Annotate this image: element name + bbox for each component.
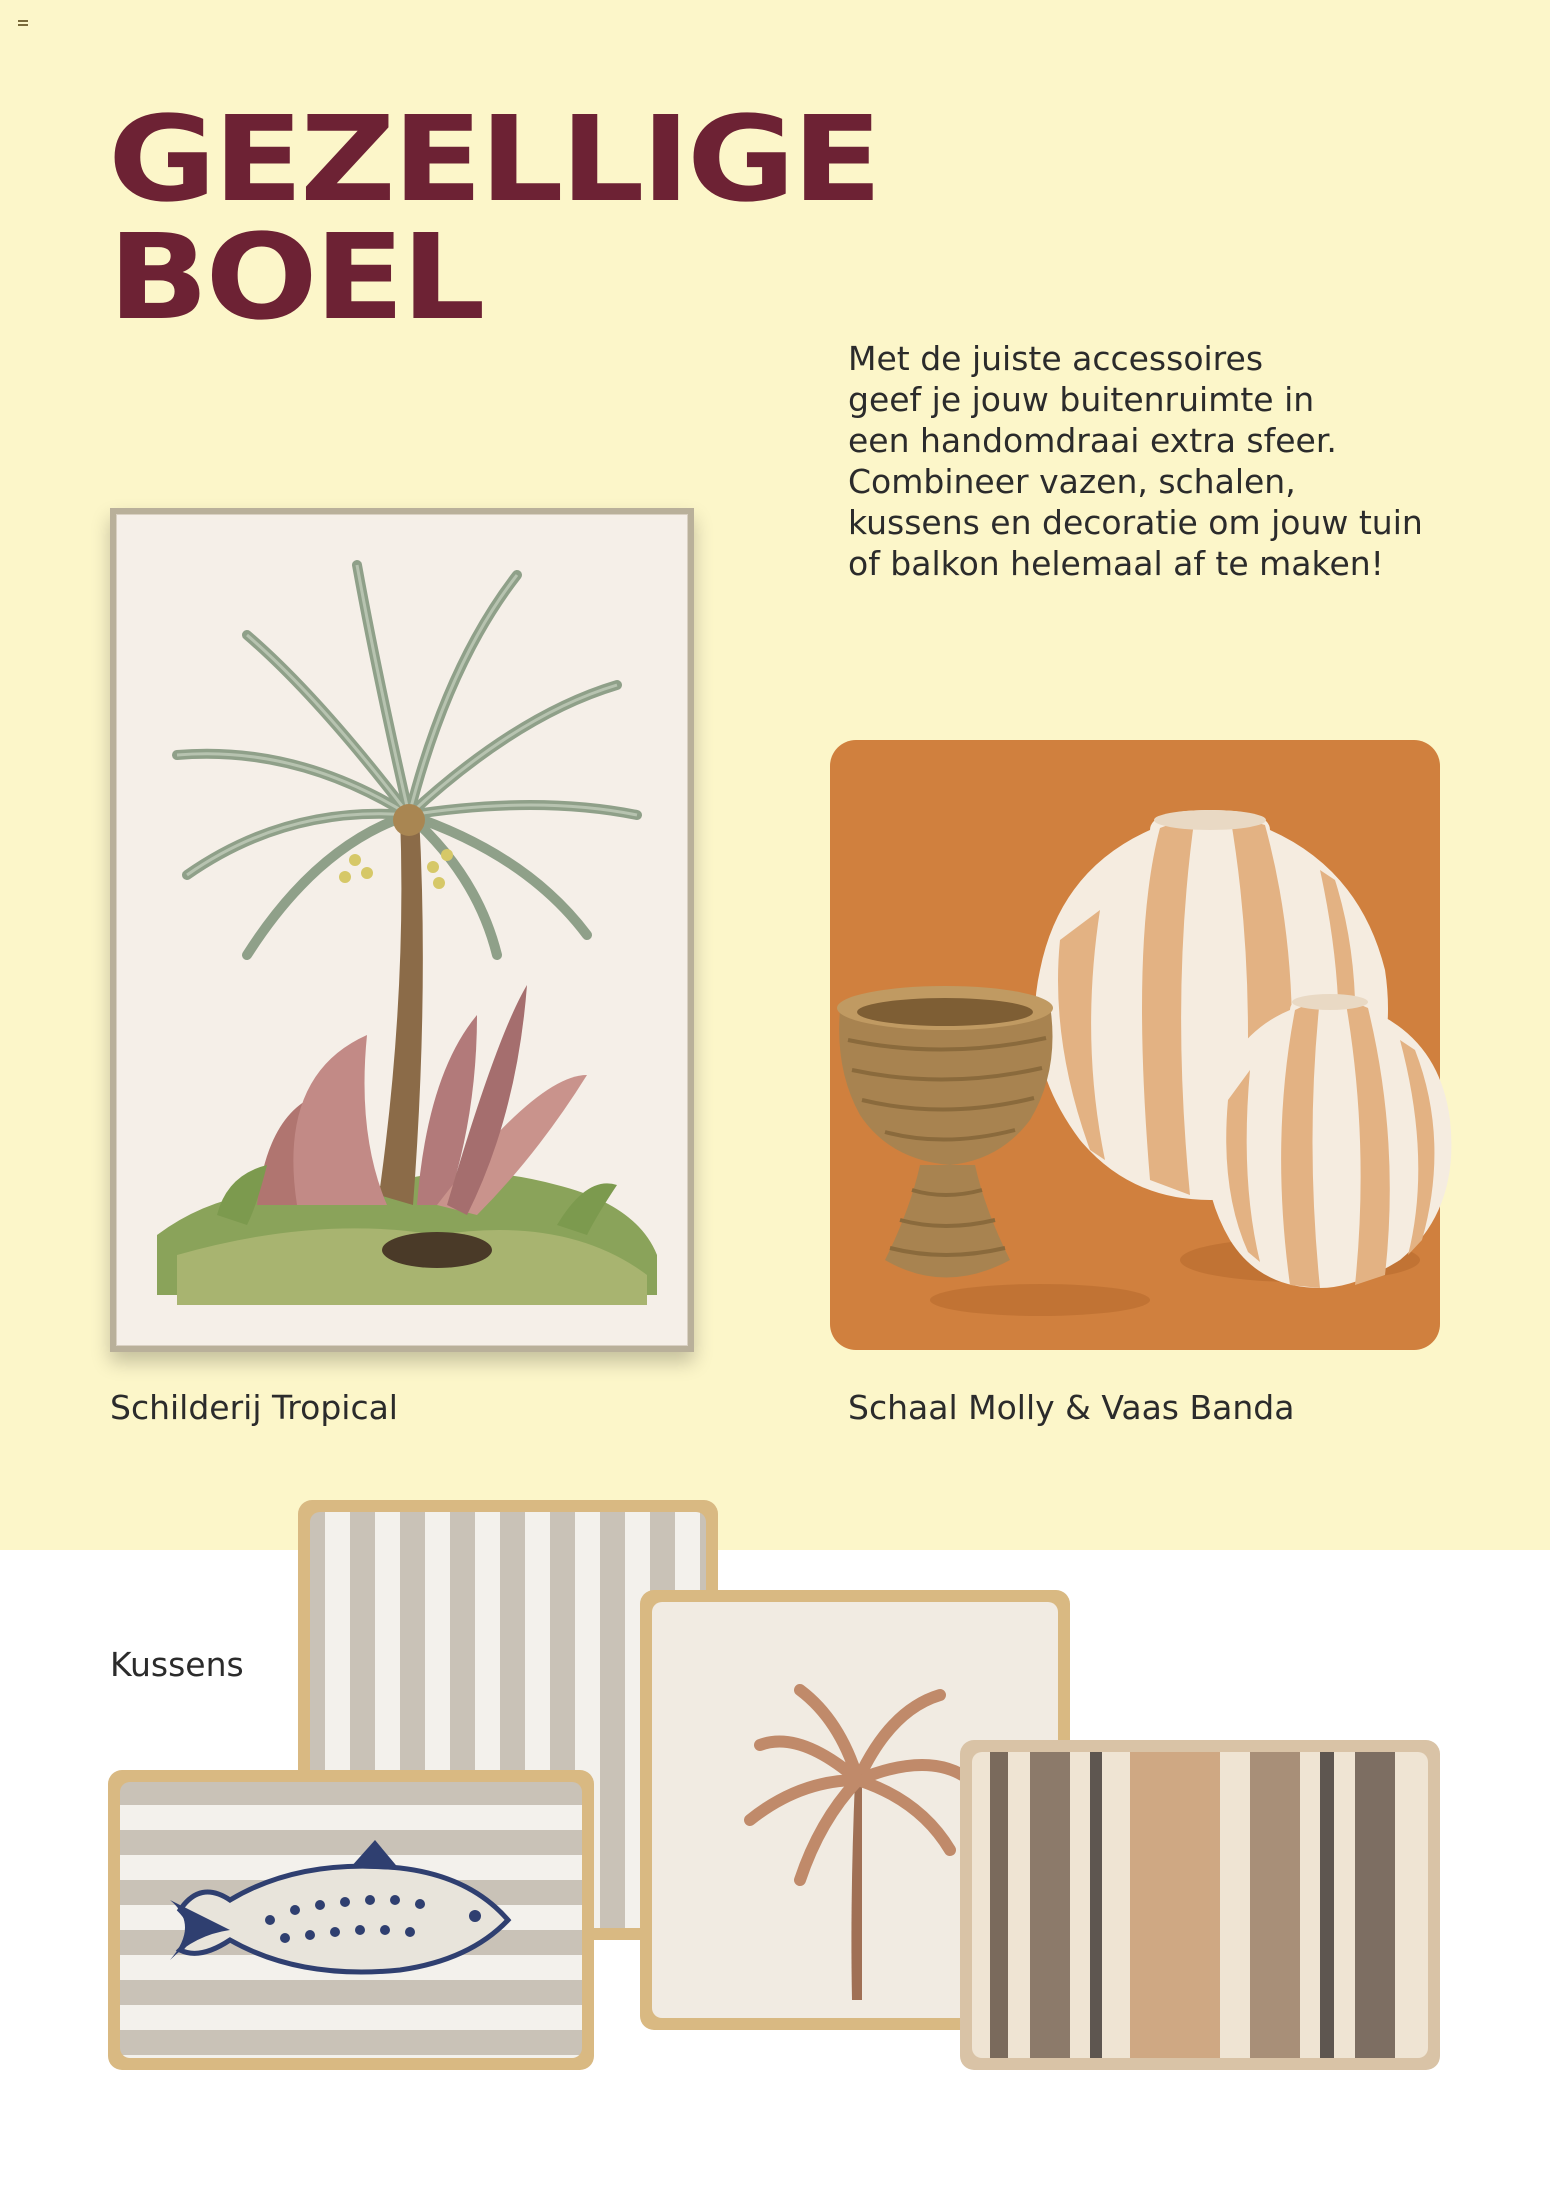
fish-cushion xyxy=(108,1770,594,2070)
woven-cushion xyxy=(960,1740,1440,2070)
page-title xyxy=(108,90,879,346)
painting-caption: Schilderij Tropical xyxy=(110,1388,398,1427)
vases-caption: Schaal Molly & Vaas Banda xyxy=(848,1388,1295,1427)
title-line-2: BOEL xyxy=(108,208,483,346)
vase-product-image[interactable] xyxy=(830,740,1440,1350)
intro-line: of balkon helemaal af te maken! xyxy=(848,544,1384,583)
intro-line: een handomdraai extra sfeer. xyxy=(848,421,1337,460)
title-line-1: GEZELLIGE xyxy=(108,90,879,228)
wicker-bowl xyxy=(837,986,1053,1278)
painting-product-image[interactable] xyxy=(110,508,694,1352)
cushions-caption: Kussens xyxy=(110,1645,244,1684)
palm-painting-illustration xyxy=(116,514,688,1346)
intro-line: kussens en decoratie om jouw tuin xyxy=(848,503,1423,542)
intro-text xyxy=(848,338,1468,584)
intro-line: geef je jouw buitenruimte in xyxy=(848,380,1315,419)
intro-line: Met de juiste accessoires xyxy=(848,339,1264,378)
intro-line: Combineer vazen, schalen, xyxy=(848,462,1296,501)
menu-icon[interactable] xyxy=(18,20,28,28)
